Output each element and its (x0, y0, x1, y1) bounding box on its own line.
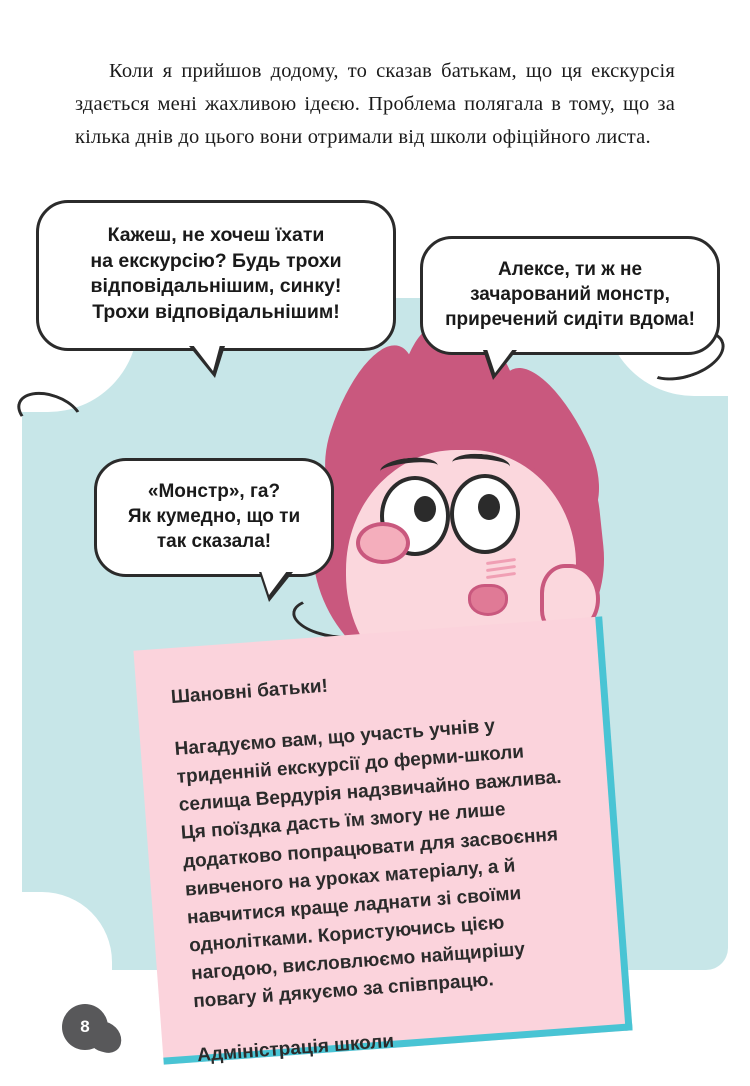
page-folio (62, 1004, 114, 1056)
pupil-left (414, 496, 436, 522)
bubble-line: Трохи відповідальнішим! (92, 301, 340, 324)
nose (356, 522, 410, 564)
bubble-line: «Монстр», га? (147, 481, 281, 502)
page-number: 8 (80, 1017, 90, 1036)
cheek-blush (486, 556, 522, 568)
bubble-line: відповідальнішим, синку! (90, 275, 342, 298)
speech-bubble-boy (94, 458, 334, 577)
letter-body: Нагадуємо вам, що участь учнів у триденній екскурсії до ферми-школи селища Вердурія надзвичайно важлива. Ця поїздка дасть їм змогу не лише додатково попрацювати для засвоєння вивченого на уроках матеріалу, а й навчитися краще ладнати зі своїми однолітками. Користуючись цією нагодою, висловлюємо найщирішу повагу й дякуємо за співпрацю. (174, 715, 563, 1013)
letter-signature: Адміністрація школи (196, 1030, 395, 1067)
bubble-tail-inner (193, 345, 220, 371)
bubble-line: зачарований монстр, (470, 284, 670, 306)
bubble-tail-inner (487, 349, 513, 373)
letter-salutation: Шановні батьки! (170, 675, 329, 709)
bubble-line: Алексе, ти ж не (497, 259, 643, 280)
school-letter-card (133, 616, 632, 1067)
speech-bubble-father (420, 236, 720, 355)
bubble-tail-inner (261, 571, 287, 595)
bubble-line: Кажеш, не хочеш їхати (107, 224, 325, 246)
bubble-line: приречений сидіти вдома! (445, 309, 695, 331)
speech-bubble-mother (36, 200, 396, 351)
mouth (468, 584, 508, 616)
bubble-line: Як кумедно, що ти (127, 506, 301, 528)
narrative-paragraph: Коли я прийшов додому, то сказав батькам, що ця екскурсія здається мені жахливою ідеєю. Проблема полягала в тому, що за кілька днів до цього вони отримали від школи офіційного листа. (75, 60, 675, 148)
pupil-right (478, 494, 500, 520)
bubble-line: на екскурсію? Будь трохи (90, 249, 342, 272)
bubble-line: так сказала! (156, 531, 272, 553)
